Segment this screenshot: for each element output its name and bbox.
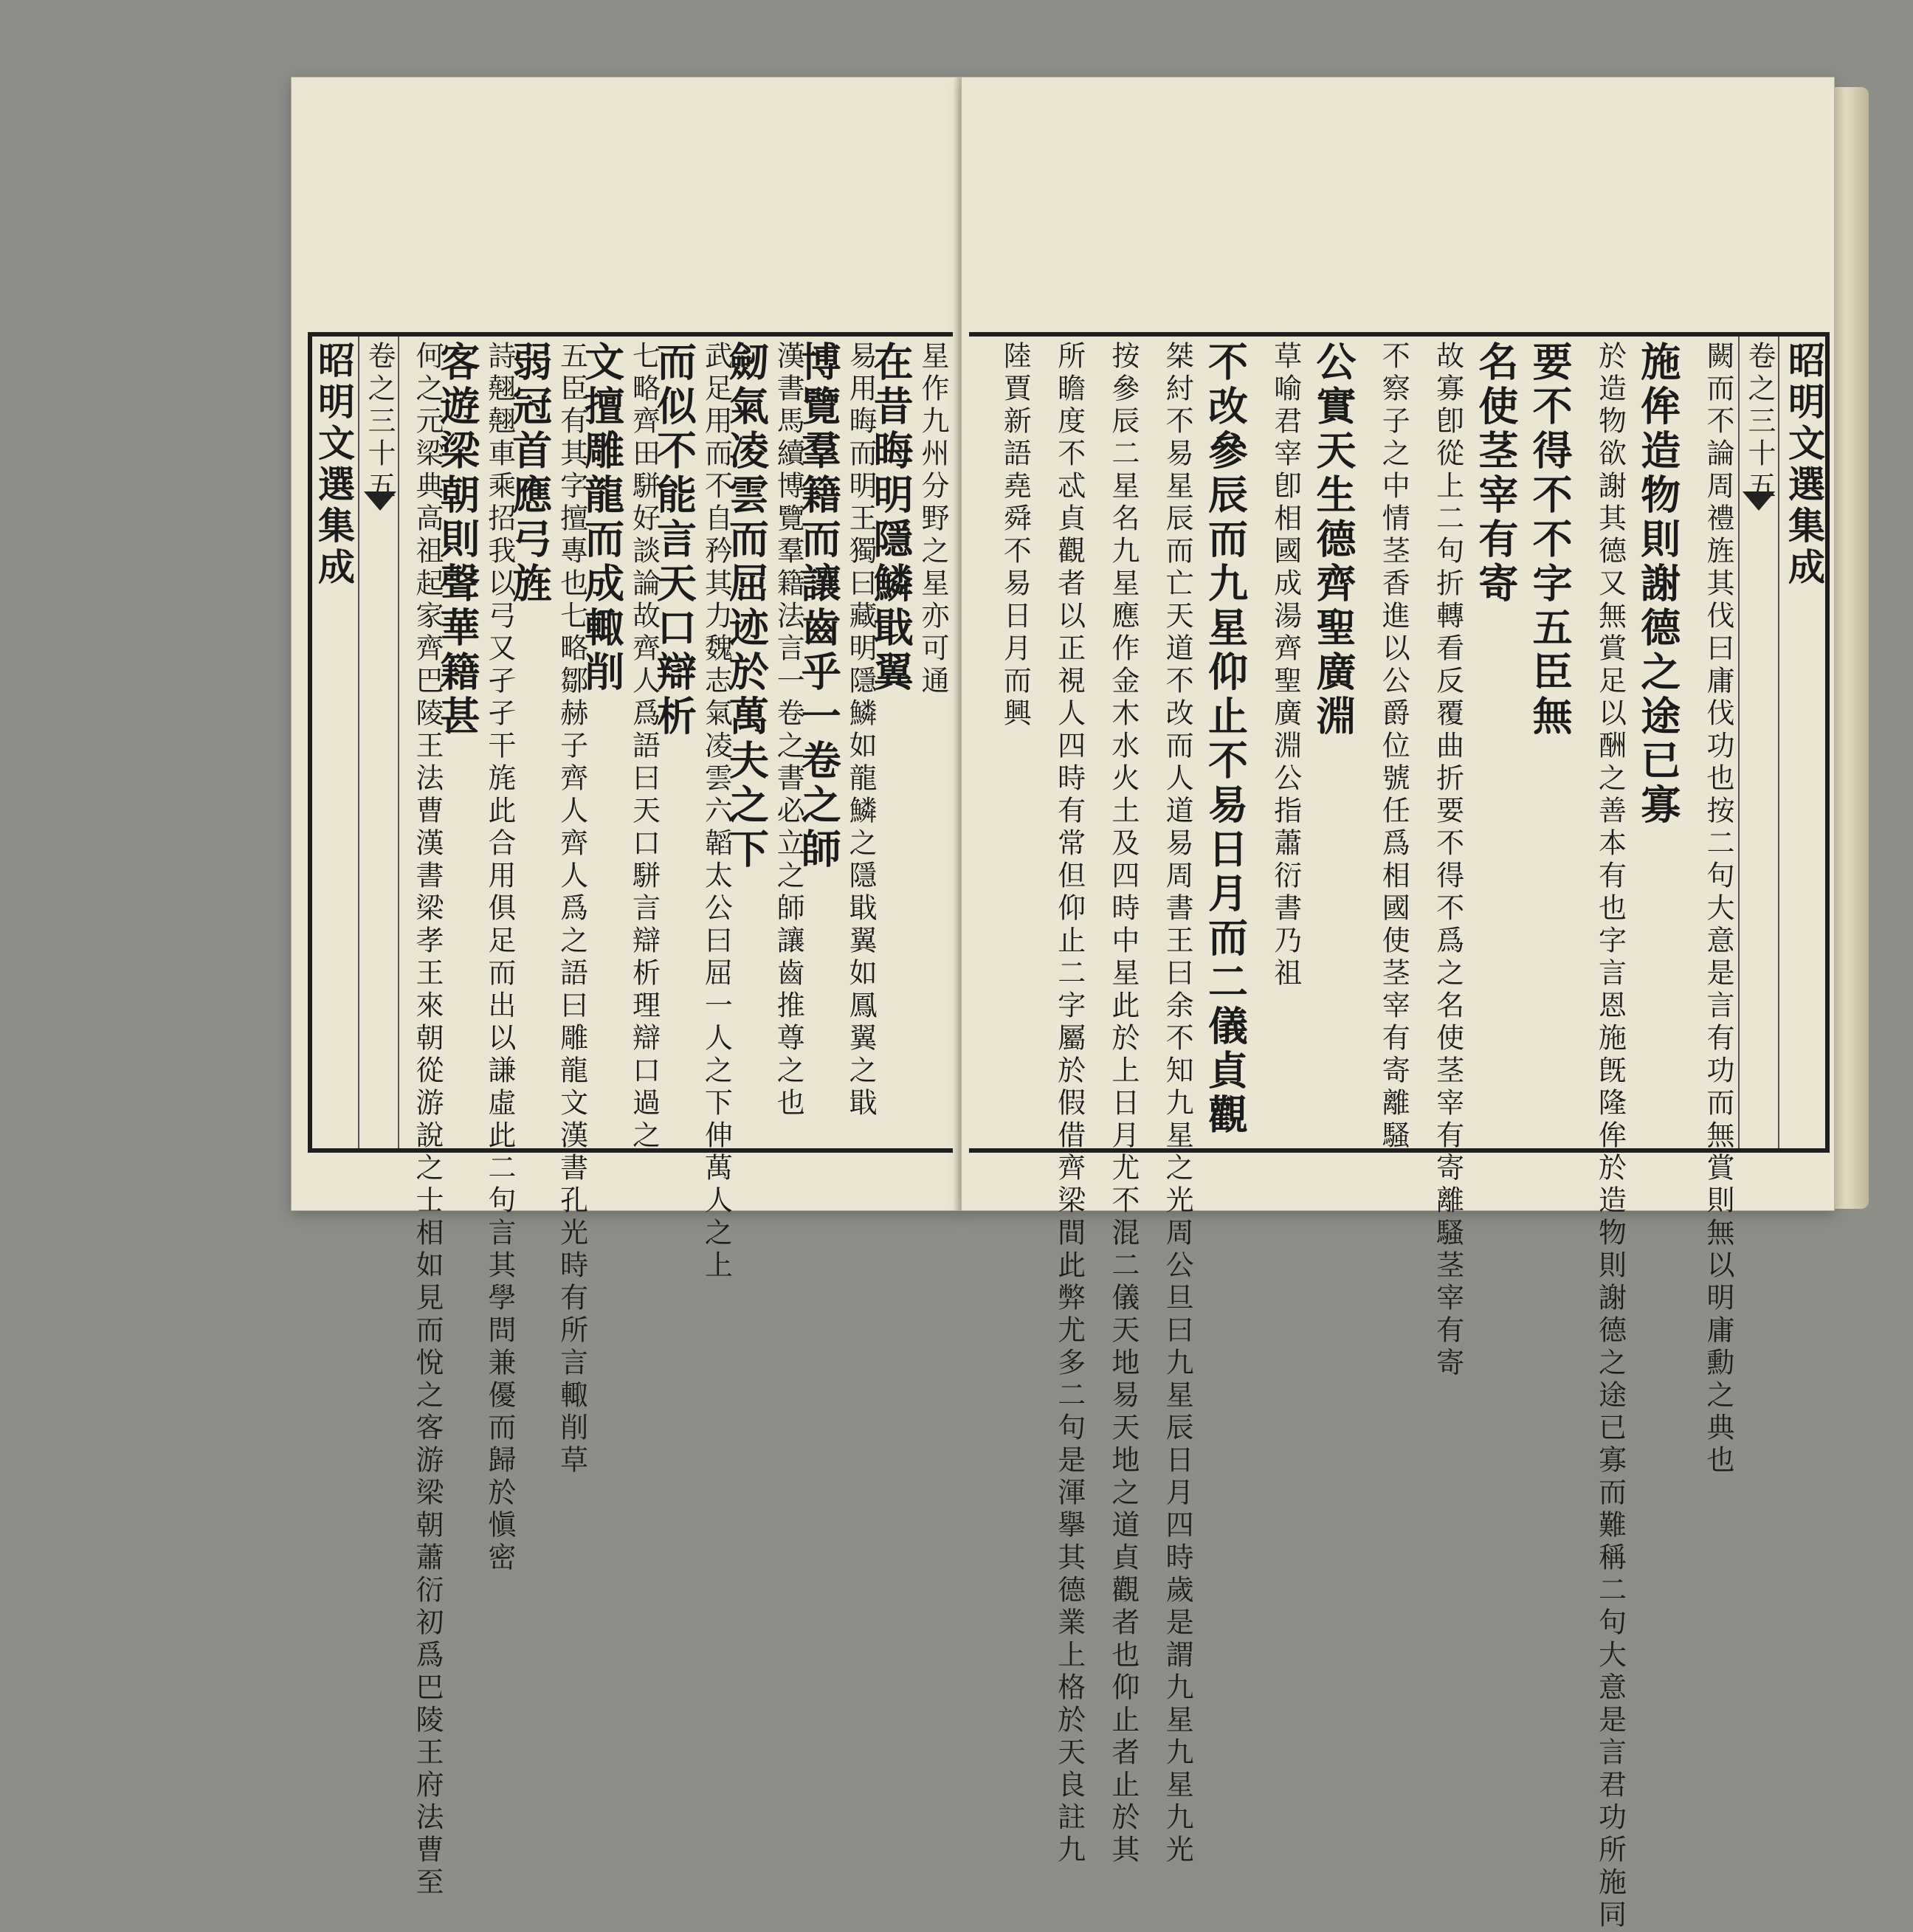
book-fore-edge [1830,87,1869,1209]
left-page-text-frame [308,332,953,1900]
right-text-column: 要不得不不字五臣無 [1526,341,1574,739]
right-page [962,77,1834,1932]
right-text-column: 故寡卽從上二句折轉看反覆曲折要不得不爲之名使茎宰有寄離騷茎宰有寄 [1431,341,1464,1380]
right-page-margin-title: 昭明文選集成 [1782,341,1826,589]
right-text-column: 名使茎宰有寄 [1472,341,1520,607]
right-text-column: 按參辰二星名九星應作金木水火土及四時中星此於上日月尤不混二儀天地易天地之道貞觀者也仰止者止於其 [1106,341,1140,1867]
left-text-column: 何之元梁典高祖起家齊巴陵王法曹漢書梁孝王來朝從游說之士相如見而悅之客游梁朝蕭衍初爲巴陵王府法曹至 [410,341,444,1900]
right-text-column: 於造物欲謝其德又無賞足以酬之善本有也字言恩施旣隆侔於造物則謝德之途已寡而難稱二句大意是言君功所施同 [1593,341,1627,1932]
left-text-column: 在昔晦明隱鱗戢翼 [867,341,915,695]
left-text-column: 博覽羣籍而讓齒乎一卷之師 [795,341,843,872]
right-page-margin-volume: 卷之三十五 [1743,341,1776,503]
right-page-text-frame [969,332,1830,1932]
left-text-column: 劒氣凌雲而屈迹於萬夫之下 [723,341,771,872]
left-page-column-rule [398,337,399,1148]
fish-tail-ornament [1743,491,1775,511]
left-text-column: 武足用而不自矜其力魏志氣凌雲六韜太公曰屈一人之下伸萬人之上 [700,341,733,1283]
right-text-column: 不察子之中情茎香進以公爵位號任爲相國使茎宰有寄離騷 [1377,341,1410,1153]
left-text-column: 弱冠首應弓旌 [506,341,554,607]
left-page [292,77,962,1900]
right-text-column: 施侔造物則謝德之途已寡 [1634,341,1682,828]
right-text-column: 所瞻度不忒貞觀者以正視人四時有常但仰止二字屬於假借齊梁間此弊尤多二句是渾擧其德業上格於天良註九 [1052,341,1086,1867]
left-text-column: 文擅雕龍而成輙削 [578,341,626,695]
left-text-column: 七略齊田駢好談論故齊人爲語曰天口駢言辯析理辯口過之 [627,341,661,1153]
left-page-margin-title: 昭明文選集成 [312,341,356,589]
left-text-column: 漢書馬續博覽羣籍法言一卷之書必立之師讓齒推尊之也 [772,341,805,1120]
fish-tail-ornament [364,491,396,511]
right-text-column: 闕而不論周禮旌其伐曰庸伐功也按二句大意是言有功而無賞則無以明庸勳之典也 [1702,341,1734,1477]
left-text-column: 星作九州分野之星亦可通 [917,341,949,698]
left-text-column: 易用晦而明王獨曰藏明隱鱗如龍鱗之隱戢翼如鳳翼之戢 [844,341,878,1120]
right-page-margin-rule [1778,337,1779,1148]
left-page-margin-volume: 卷之三十五 [363,341,396,503]
left-page-margin-rule [358,337,359,1148]
right-text-column: 公實天生德齊聖廣淵 [1310,341,1357,739]
right-page-column-rule [1738,337,1740,1148]
left-text-column: 客遊梁朝則聲華籍甚 [433,341,481,739]
right-text-column: 草喻君宰卽相國成湯齊聖廣淵公指蕭衍書乃祖 [1269,341,1302,990]
right-text-column: 不改參辰而九星仰止不易日月而二儀貞觀 [1202,341,1250,1138]
right-text-column: 陸賈新語堯舜不易日月而興 [999,341,1032,731]
left-text-column: 五臣有其字擅專也七略鄒赫子齊人齊人爲之語曰雕龍文漢書孔光時有所言輙削草 [555,341,588,1477]
right-text-column: 桀紂不易星辰而亡天道不改而人道易周書王曰余不知九星之光周公旦曰九星辰日月四時歲是謂九星九星九光 [1161,341,1194,1867]
left-text-column: 詩翹翹車乘招我以弓又孑孑干旄此合用俱足而出以謙虛此二句言其學問兼優而歸於愼密 [483,341,516,1575]
left-text-column: 而似不能言天口辯析 [650,341,698,739]
